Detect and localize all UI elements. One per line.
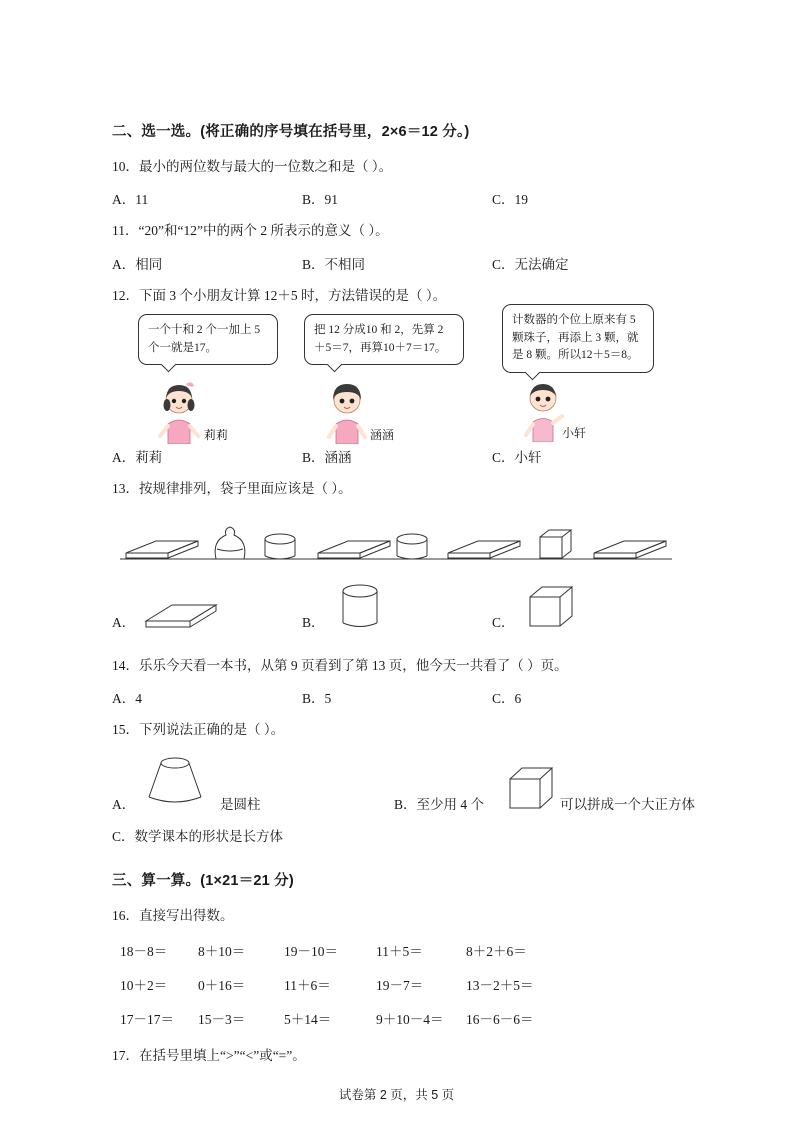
calc-item: 11＋6＝ [284, 978, 331, 993]
question-13-options [112, 577, 682, 643]
cuboid-slab-icon[interactable] [142, 593, 222, 633]
boy-xiaoxuan-icon [520, 378, 566, 442]
option-a-text: 是圆柱 [220, 796, 261, 812]
option-c-label[interactable]: C． [492, 615, 515, 630]
calc-item: 16－6－6＝ [466, 1012, 534, 1027]
calc-row [112, 974, 682, 994]
question-12-illustration [112, 314, 682, 442]
option-b-label[interactable]: B． [302, 615, 325, 630]
section-2-heading: 二、选一选。(将正确的序号填在括号里，2×6＝12 分。) [112, 124, 470, 140]
frustum-icon [140, 751, 210, 813]
calc-item: 5＋14＝ [284, 1012, 332, 1027]
girl-lili-icon [156, 380, 202, 444]
calc-item: 0＋16＝ [198, 978, 246, 993]
speech-bubble-3: 计数器的个位上原来有 5 颗珠子，再添上 3 颗，就是 8 颗。所以12＋5＝8。 [502, 304, 654, 373]
question-10-text: 10．最小的两位数与最大的一位数之和是（ ）。 [112, 159, 393, 174]
question-14-options [112, 687, 682, 707]
calc-item: 8＋10＝ [198, 944, 246, 959]
option-c[interactable]: C．6 [491, 691, 522, 707]
question-14-text: 14．乐乐今天看一本书，从第 9 页看到了第 13 页，他今天一共看了（ ）页。 [112, 658, 568, 673]
option-a[interactable]: A．相同 [112, 256, 163, 272]
calc-item: 8＋2＋6＝ [466, 944, 527, 959]
option-a[interactable]: A．11 [112, 192, 149, 208]
question-17-text: 17．在括号里填上“>”“<”或“=”。 [112, 1048, 306, 1063]
kid-name-1: 莉莉 [204, 427, 229, 442]
calc-item: 19－7＝ [376, 978, 424, 993]
option-c[interactable]: C．19 [491, 192, 528, 208]
question-11-text: 11．“20”和“12”中的两个 2 所表示的意义（ ）。 [112, 223, 389, 239]
question-12-text: 12．下面 3 个小朋友计算 12＋5 时，方法错误的是（ ）。 [112, 287, 447, 303]
girl-hanhan-icon [324, 380, 370, 444]
calc-item: 15－3＝ [198, 1012, 246, 1027]
option-b-text: 可以拼成一个大正方体 [560, 796, 695, 812]
cube-icon[interactable] [520, 579, 580, 637]
option-b[interactable]: B．涵涵 [301, 449, 352, 465]
speech-bubble-1: 一个十和 2 个一加上 5 个一就是17。 [138, 314, 278, 366]
cube-icon [502, 761, 560, 817]
option-c[interactable]: C．数学课本的形状是长方体 [112, 828, 284, 844]
option-b[interactable]: B．5 [301, 691, 332, 707]
section-3-heading: 三、算一算。(1×21＝21 分) [112, 872, 294, 889]
option-b[interactable]: B．91 [301, 192, 338, 208]
option-a[interactable]: A．莉莉 [112, 449, 163, 465]
option-a-label[interactable]: A． [112, 796, 136, 812]
option-b-label[interactable]: B．至少用 4 个 [394, 796, 485, 812]
question-13-text: 13．按规律排列，袋子里面应该是（ ）。 [112, 480, 352, 496]
question-16-text: 16．直接写出得数。 [112, 907, 234, 923]
calc-item: 17－17＝ [120, 1012, 174, 1027]
question-13-pattern [112, 509, 682, 571]
question-15-options [112, 747, 695, 819]
calc-item: 10＋2＝ [120, 978, 168, 993]
page-content [112, 120, 695, 1066]
calc-row [112, 940, 682, 960]
question-12-options [112, 446, 682, 466]
option-a-label[interactable]: A． [112, 615, 136, 630]
calc-item: 19－10＝ [284, 944, 338, 959]
calc-item: 13－2＋5＝ [466, 978, 534, 993]
calc-row [112, 1008, 682, 1028]
kid-name-3: 小轩 [562, 425, 587, 440]
option-c[interactable]: C．小轩 [491, 449, 542, 465]
option-a[interactable]: A．4 [112, 691, 142, 707]
calc-item: 9＋10－4＝ [376, 1012, 444, 1027]
page-footer: 试卷第 2 页，共 5 页 [338, 1088, 455, 1102]
question-11-options [112, 253, 682, 273]
question-10-options [112, 188, 682, 208]
calc-item: 18－8＝ [120, 944, 168, 959]
cylinder-icon[interactable] [330, 579, 390, 637]
option-c[interactable]: C．无法确定 [491, 256, 569, 272]
speech-bubble-2: 把 12 分成10 和 2，先算 2＋5＝7，再算10＋7＝17。 [304, 314, 464, 366]
calc-item: 11＋5＝ [376, 944, 423, 959]
option-b[interactable]: B．不相同 [301, 256, 365, 272]
kid-name-2: 涵涵 [370, 427, 395, 442]
question-15-text: 15．下列说法正确的是（ ）。 [112, 722, 285, 738]
